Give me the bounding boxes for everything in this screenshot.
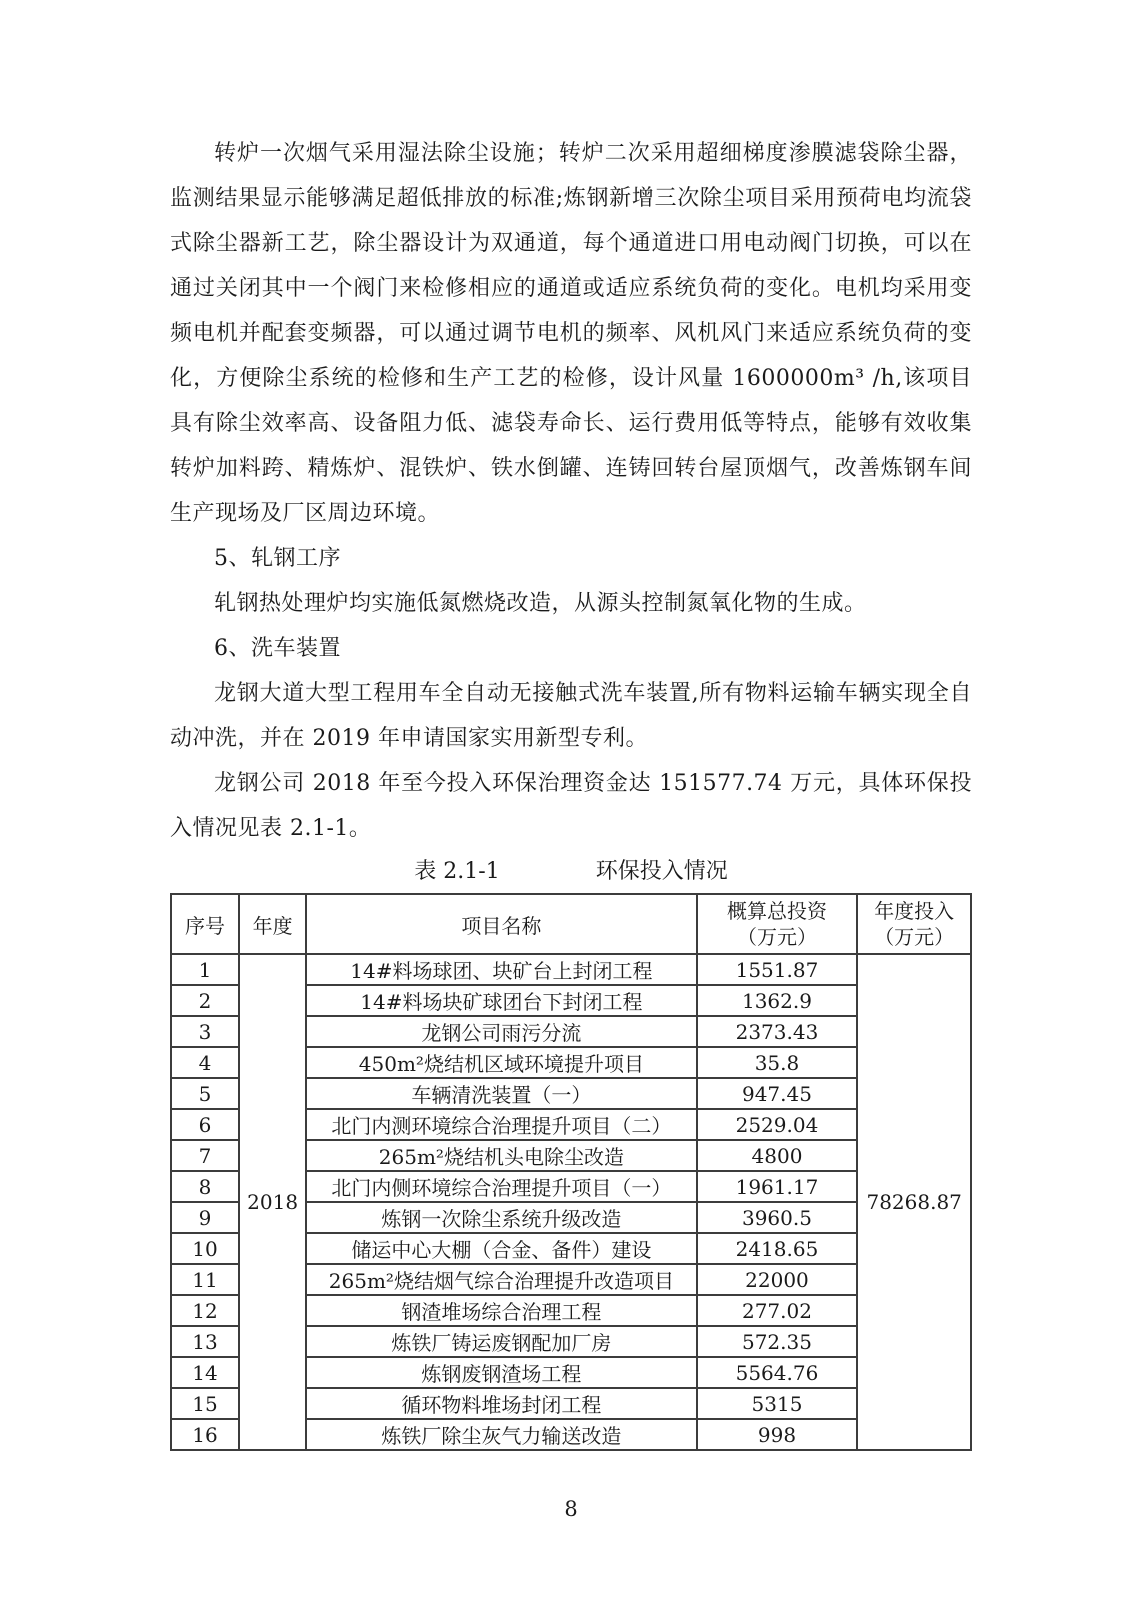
investment-cell: 5564.76 bbox=[697, 1357, 858, 1388]
investment-cell: 22000 bbox=[697, 1264, 858, 1295]
project-name-cell: 炼铁厂铸运废钢配加厂房 bbox=[306, 1326, 696, 1357]
body-text bbox=[170, 131, 972, 851]
investment-cell: 4800 bbox=[697, 1140, 858, 1171]
table-caption-title: 环保投入情况 bbox=[595, 859, 728, 884]
table-row bbox=[171, 954, 971, 985]
table-header bbox=[171, 894, 971, 954]
table-header-row bbox=[171, 894, 971, 954]
row-number-cell: 15 bbox=[171, 1388, 239, 1419]
paragraph: 5、轧钢工序 bbox=[214, 546, 341, 571]
investment-cell: 277.02 bbox=[697, 1295, 858, 1326]
paragraph: 6、洗车装置 bbox=[214, 636, 341, 661]
project-name-cell: 车辆清洗装置（一） bbox=[306, 1078, 696, 1109]
row-number-cell: 2 bbox=[171, 985, 239, 1016]
row-number-cell: 9 bbox=[171, 1202, 239, 1233]
paragraph: 轧钢热处理炉均实施低氮燃烧改造，从源头控制氮氧化物的生成。 bbox=[214, 591, 867, 616]
project-name-cell: 循环物料堆场封闭工程 bbox=[306, 1388, 696, 1419]
row-number-cell: 14 bbox=[171, 1357, 239, 1388]
row-number-cell: 3 bbox=[171, 1016, 239, 1047]
paragraph: 龙钢公司 2018 年至今投入环保治理资金达 151577.74 万元，具体环保投入情况见表 2.1-1。 bbox=[170, 771, 972, 841]
paragraph: 转炉一次烟气采用湿法除尘设施；转炉二次采用超细梯度渗膜滤袋除尘器，监测结果显示能够满足超低排放的标准;炼钢新增三次除尘项目采用预荷电均流袋式除尘器新工艺，除尘器设计为双通道，每个通道进口用电动阀门切换，可以在通过关闭其中一个阀门来检修相应的通道或适应系统负荷的变化。电机均采用变频电机并配套变频器，可以通过调节电机的频率、风机风门来适应系统负荷的变化，方便除尘系统的检修和生产工艺的检修，设计风量 1600000m³ /h,该项目具有除尘效率高、设备阻力低、滤袋寿命长、运行费用低等特点，能够有效收集转炉加料跨、精炼炉、混铁炉、铁水倒罐、连铸回转台屋顶烟气，改善炼钢车间生产现场及厂区周边环境。 bbox=[170, 141, 972, 526]
row-number-cell: 16 bbox=[171, 1419, 239, 1450]
investment-cell: 2373.43 bbox=[697, 1016, 858, 1047]
row-number-cell: 11 bbox=[171, 1264, 239, 1295]
row-number-cell: 12 bbox=[171, 1295, 239, 1326]
investment-cell: 3960.5 bbox=[697, 1202, 858, 1233]
row-number-cell: 10 bbox=[171, 1233, 239, 1264]
row-number-cell: 1 bbox=[171, 954, 239, 985]
investment-cell: 1961.17 bbox=[697, 1171, 858, 1202]
row-number-cell: 5 bbox=[171, 1078, 239, 1109]
header-annual-investment-line2: （万元） bbox=[874, 925, 955, 949]
header-total-investment bbox=[697, 894, 858, 954]
table-body bbox=[171, 954, 971, 1450]
header-no: 序号 bbox=[171, 894, 239, 954]
investment-cell: 572.35 bbox=[697, 1326, 858, 1357]
annual-investment-cell: 78268.87 bbox=[857, 954, 971, 1450]
row-number-cell: 8 bbox=[171, 1171, 239, 1202]
project-name-cell: 14#料场球团、块矿台上封闭工程 bbox=[306, 954, 696, 985]
investment-cell: 947.45 bbox=[697, 1078, 858, 1109]
investment-cell: 2529.04 bbox=[697, 1109, 858, 1140]
header-project-name: 项目名称 bbox=[306, 894, 696, 954]
project-name-cell: 北门内测环境综合治理提升项目（二） bbox=[306, 1109, 696, 1140]
investment-cell: 5315 bbox=[697, 1388, 858, 1419]
document-page bbox=[170, 0, 972, 1521]
row-number-cell: 7 bbox=[171, 1140, 239, 1171]
investment-cell: 1362.9 bbox=[697, 985, 858, 1016]
header-annual-investment-line1: 年度投入 bbox=[874, 899, 955, 923]
project-name-cell: 14#料场块矿球团台下封闭工程 bbox=[306, 985, 696, 1016]
table-caption-label: 表 2.1-1 bbox=[414, 859, 500, 884]
paragraph: 龙钢大道大型工程用车全自动无接触式洗车装置,所有物料运输车辆实现全自动冲洗，并在 2019 年申请国家实用新型专利。 bbox=[170, 681, 972, 751]
header-total-investment-line2: （万元） bbox=[736, 925, 817, 949]
investment-cell: 1551.87 bbox=[697, 954, 858, 985]
project-name-cell: 炼钢废钢渣场工程 bbox=[306, 1357, 696, 1388]
project-name-cell: 北门内侧环境综合治理提升项目（一） bbox=[306, 1171, 696, 1202]
investment-cell: 35.8 bbox=[697, 1047, 858, 1078]
row-number-cell: 6 bbox=[171, 1109, 239, 1140]
header-total-investment-line1: 概算总投资 bbox=[726, 899, 827, 923]
project-name-cell: 龙钢公司雨污分流 bbox=[306, 1016, 696, 1047]
project-name-cell: 储运中心大棚（合金、备件）建设 bbox=[306, 1233, 696, 1264]
year-cell: 2018 bbox=[239, 954, 306, 1450]
project-name-cell: 265m²烧结烟气综合治理提升改造项目 bbox=[306, 1264, 696, 1295]
investment-cell: 998 bbox=[697, 1419, 858, 1450]
page-number: 8 bbox=[564, 1497, 578, 1521]
row-number-cell: 13 bbox=[171, 1326, 239, 1357]
project-name-cell: 450m²烧结机区域环境提升项目 bbox=[306, 1047, 696, 1078]
header-year: 年度 bbox=[239, 894, 306, 954]
header-annual-investment bbox=[857, 894, 971, 954]
project-name-cell: 265m²烧结机头电除尘改造 bbox=[306, 1140, 696, 1171]
project-name-cell: 炼铁厂除尘灰气力输送改造 bbox=[306, 1419, 696, 1450]
row-number-cell: 4 bbox=[171, 1047, 239, 1078]
investment-table bbox=[170, 893, 972, 1451]
project-name-cell: 炼钢一次除尘系统升级改造 bbox=[306, 1202, 696, 1233]
investment-cell: 2418.65 bbox=[697, 1233, 858, 1264]
table-caption bbox=[170, 851, 972, 893]
project-name-cell: 钢渣堆场综合治理工程 bbox=[306, 1295, 696, 1326]
